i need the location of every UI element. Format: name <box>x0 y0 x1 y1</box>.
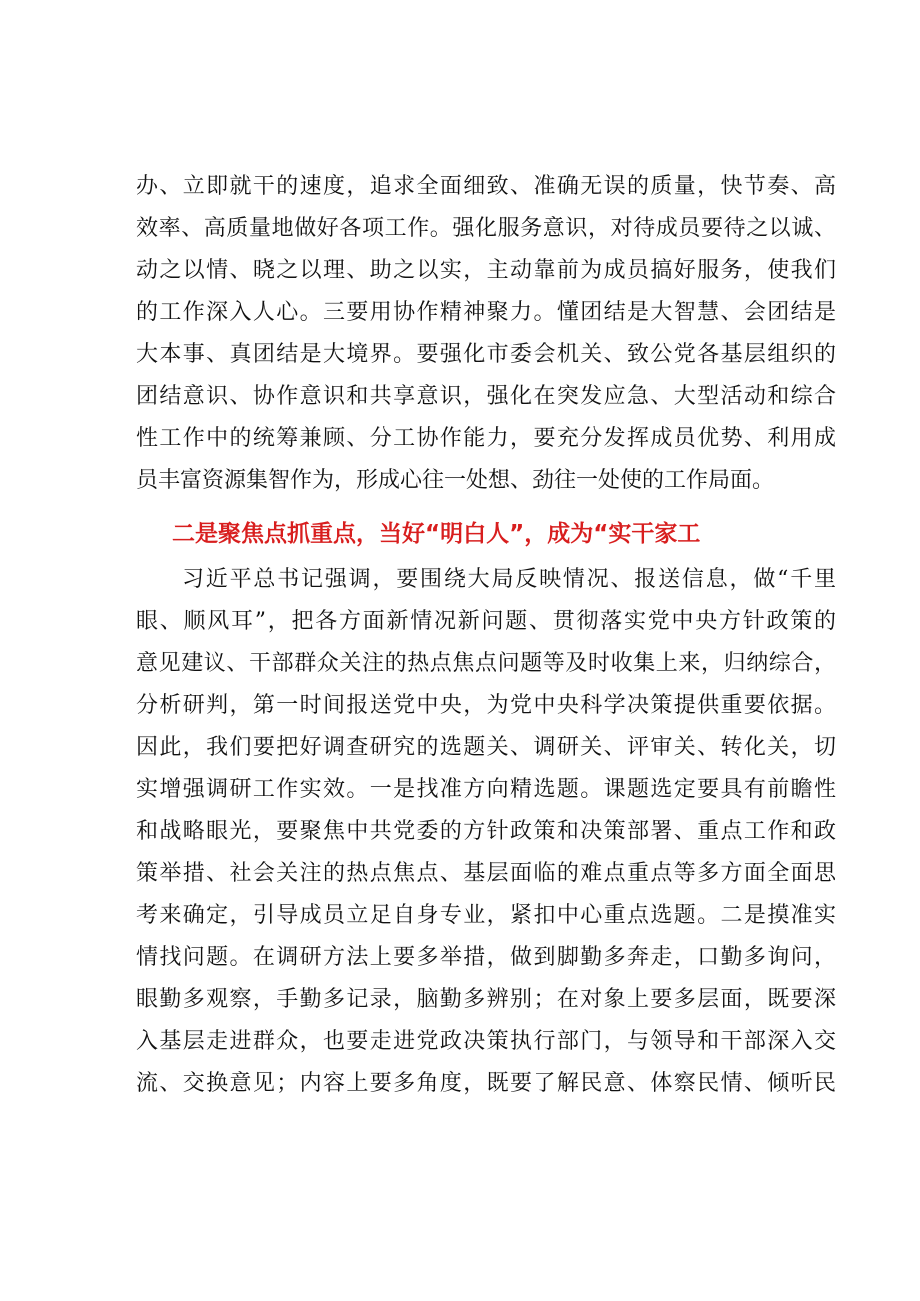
paragraph-line: 入基层走进群众，也要走进党政决策执行部门，与领导和干部深入交 <box>136 1029 836 1054</box>
paragraph-line: 办、立即就干的速度，追求全面细致、准确无误的质量，快节奏、高 <box>136 174 836 199</box>
paragraph-line: 策举措、社会关注的热点焦点、基层面临的难点重点等多方面全面思 <box>136 861 836 886</box>
section-heading: 二是聚焦点抓重点，当好“明白人”，成为“实干家工 <box>172 521 701 547</box>
paragraph-line: 团结意识、协作意识和共享意识，强化在突发应急、大型活动和综合 <box>136 384 836 409</box>
paragraph-line: 情找问题。在调研方法上要多举措，做到脚勤多奔走，口勤多询问， <box>136 945 836 970</box>
paragraph-line: 员丰富资源集智作为，形成心往一处想、劲往一处使的工作局面。 <box>136 468 775 493</box>
paragraph-line: 眼、顺风耳”，把各方面新情况新问题、贯彻落实党中央方针政策的 <box>136 609 836 634</box>
paragraph-line: 意见建议、干部群众关注的热点焦点问题等及时收集上来，归纳综合， <box>136 651 836 676</box>
paragraph-line: 分析研判，第一时间报送党中央，为党中央科学决策提供重要依据。 <box>136 693 836 718</box>
paragraph-line: 大本事、真团结是大境界。要强化市委会机关、致公党各基层组织的 <box>136 342 836 367</box>
paragraph-line: 实增强调研工作实效。一是找准方向精选题。课题选定要具有前瞻性 <box>136 777 836 802</box>
paragraph-line: 性工作中的统筹兼顾、分工协作能力，要充分发挥成员优势、利用成 <box>136 426 836 451</box>
paragraph-line: 动之以情、晓之以理、助之以实，主动靠前为成员搞好服务，使我们 <box>136 258 836 283</box>
paragraph-line: 眼勤多观察，手勤多记录，脑勤多辨别；在对象上要多层面，既要深 <box>136 987 836 1012</box>
paragraph-line: 习近平总书记强调，要围绕大局反映情况、报送信息，做“千里 <box>182 567 836 592</box>
paragraph-line: 和战略眼光，要聚焦中共党委的方针政策和决策部署、重点工作和政 <box>136 819 836 844</box>
paragraph-line: 考来确定，引导成员立足自身专业，紧扣中心重点选题。二是摸准实 <box>136 903 836 928</box>
paragraph-line: 效率、高质量地做好各项工作。强化服务意识，对待成员要待之以诚、 <box>136 216 836 241</box>
paragraph-line: 的工作深入人心。三要用协作精神聚力。懂团结是大智慧、会团结是 <box>136 300 836 325</box>
paragraph-line: 因此，我们要把好调查研究的选题关、调研关、评审关、转化关，切 <box>136 735 836 760</box>
paragraph-line: 流、交换意见；内容上要多角度，既要了解民意、体察民情、倾听民 <box>136 1071 836 1096</box>
